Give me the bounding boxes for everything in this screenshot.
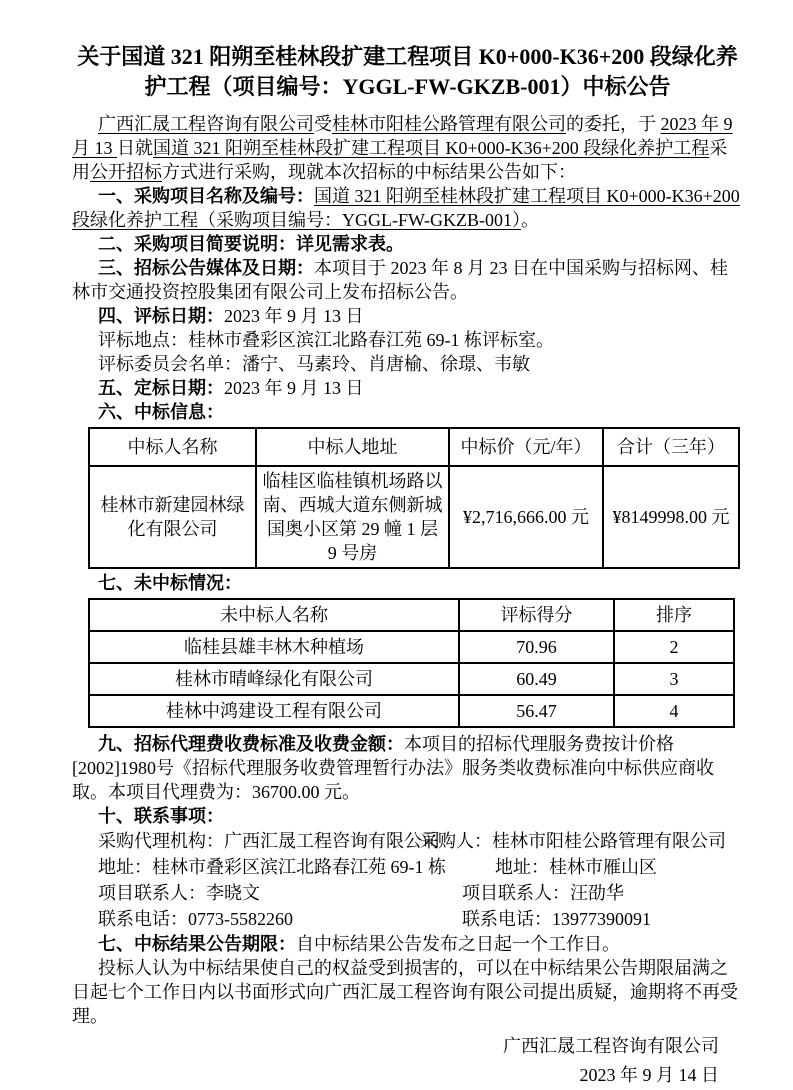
- section-5-label: 五、定标日期：: [98, 378, 224, 398]
- losing-bidder-name: 桂林市晴峰绿化有限公司: [89, 663, 459, 695]
- intro-paragraph: [72, 112, 743, 184]
- signature-block: [72, 1032, 719, 1090]
- contact-line-phones: [72, 906, 743, 932]
- section-3-media-date: [72, 256, 743, 304]
- losing-bidder-rank: 4: [614, 695, 734, 727]
- intro-method-underlined: 公开招标: [90, 162, 162, 182]
- section-10-label: 十、联系事项：: [98, 806, 224, 826]
- objection-paragraph: 投标人认为中标结果使自己的权益受到损害的，可以在中标结果公告期限届满之日起七个工作日内以书面形式向广西汇晟工程咨询有限公司提出质疑，逾期将不再受理。: [72, 958, 738, 1026]
- intro-purchaser-underlined: 桂林市阳桂公路管理有限公司: [332, 114, 566, 134]
- intro-text: 的委托，于: [566, 114, 661, 134]
- agency-contact-person: 项目联系人：李晓文: [98, 883, 260, 903]
- intro-date-underlined: 2023 年 9 月 13: [72, 114, 733, 158]
- losing-table-row: [89, 631, 734, 663]
- section-11-text: 自中标结果公告发布之日起一个工作日。: [296, 934, 620, 954]
- section-4-label: 四、评标日期：: [98, 306, 224, 326]
- losing-bidder-rank: 3: [614, 663, 734, 695]
- section-4-eval-committee: 评标委员会名单：潘宁、马素玲、肖唐榆、徐璟、韦敏: [98, 354, 530, 374]
- section-3-text: 本项目于 2023 年 8 月 23 日在中国采购与招标网、桂林市交通投资控股集团有限公司上发布招标公告。: [72, 258, 728, 302]
- section-2-summary: [72, 232, 743, 256]
- section-7-label: 七、未中标情况：: [98, 573, 242, 593]
- award-winner-name: 桂林市新建园林绿化有限公司: [89, 466, 256, 568]
- purchaser-phone: 联系电话：13977390091: [462, 909, 651, 929]
- section-9-label: 九、招标代理费收费标准及收费金额：: [98, 734, 404, 754]
- award-price: ¥2,716,666.00 元: [449, 466, 603, 568]
- signature-date: 2023 年 9 月 14 日: [579, 1065, 719, 1085]
- section-9-agency-fee: [72, 732, 743, 804]
- intro-text: 日就: [117, 138, 153, 158]
- section-7-losing-info: [72, 571, 743, 595]
- contact-line-addresses: [72, 854, 743, 880]
- losing-table-header-rank: 排序: [614, 599, 734, 631]
- section-2-text: 详见需求表。: [296, 234, 404, 254]
- award-table-header-winner-address: 中标人地址: [256, 428, 449, 466]
- section-4-date: 2023 年 9 月 13 日: [224, 306, 364, 326]
- intro-text: 方式进行采购，现就本次招标的中标结果公告如下：: [162, 162, 576, 182]
- purchaser-address: 地址：桂林市雁山区: [495, 857, 657, 877]
- signature-org: 广西汇晟工程咨询有限公司: [503, 1036, 719, 1056]
- losing-table-row: [89, 663, 734, 695]
- section-5-date: 2023 年 9 月 13 日: [224, 378, 364, 398]
- losing-bidder-name: 临桂县雄丰林木种植场: [89, 631, 459, 663]
- section-1-project-name: [72, 184, 743, 232]
- section-6-label: 六、中标信息：: [98, 402, 224, 422]
- purchaser-contact-person: 项目联系人：汪劭华: [462, 883, 624, 903]
- award-table-row: [89, 466, 739, 568]
- contact-line-persons: [72, 880, 743, 906]
- section-3-label: 三、招标公告媒体及日期：: [98, 258, 314, 278]
- losing-bidder-score: 56.47: [459, 695, 614, 727]
- losing-bidder-score: 70.96: [459, 631, 614, 663]
- losing-table-header-score: 评标得分: [459, 599, 614, 631]
- section-11-announcement-period: [72, 932, 743, 956]
- agency-address: 地址：桂林市叠彩区滨江北路春江苑 69-1 栋: [98, 857, 446, 877]
- losing-bidder-rank: 2: [614, 631, 734, 663]
- section-1-tail: 。: [520, 210, 539, 230]
- contact-line-agencies: [72, 828, 743, 854]
- purchaser: 采购人：桂林市阳桂公路管理有限公司: [420, 831, 726, 851]
- losing-bidder-name: 桂林中鸿建设工程有限公司: [89, 695, 459, 727]
- award-winner-address: 临桂区临桂镇机场路以南、西城大道东侧新城国奥小区第 29 幢 1 层 9 号房: [256, 466, 449, 568]
- section-4-eval-date: [72, 304, 743, 328]
- procurement-agency: 采购代理机构：广西汇晟工程咨询有限公司: [98, 831, 440, 851]
- award-table-header-price: 中标价（元/年）: [449, 428, 603, 466]
- award-table: [88, 427, 740, 569]
- intro-agency-underlined: 广西汇晟工程咨询有限公司: [98, 114, 314, 134]
- award-table-header-winner-name: 中标人名称: [89, 428, 256, 466]
- intro-project-underlined: 国道 321 阳朔至桂林段扩建工程项目 K0+000-K36+200 段绿化养护工程: [153, 138, 710, 158]
- section-9-text: 本项目的招标代理服务费按计价格[2002]1980号《招标代理服务收费管理暂行办法》服务类收费标准向中标供应商收取。本项目代理费为：36700.00 元。: [72, 734, 714, 802]
- award-table-header-total: 合计（三年）: [603, 428, 739, 466]
- losing-table-row: [89, 695, 734, 727]
- section-10-contact-matters: [72, 804, 743, 828]
- agency-phone: 联系电话：0773-5582260: [98, 909, 293, 929]
- losing-table-header-row: [89, 599, 734, 631]
- award-total: ¥8149998.00 元: [603, 466, 739, 568]
- section-5-award-date: [72, 376, 743, 400]
- losing-bidder-score: 60.49: [459, 663, 614, 695]
- section-6-award-info: [72, 400, 743, 424]
- losing-table-header-name: 未中标人名称: [89, 599, 459, 631]
- award-table-header-row: [89, 428, 739, 466]
- section-11-label: 七、中标结果公告期限：: [98, 934, 296, 954]
- intro-text: 受: [314, 114, 332, 134]
- losing-bidders-table: [88, 598, 735, 728]
- page-title: 关于国道 321 阳朔至桂林段扩建工程项目 K0+000-K36+200 段绿化养护工程（项目编号：YGGL-FW-GKZB-001）中标公告: [77, 44, 738, 99]
- intro-text: 采用: [72, 138, 728, 182]
- section-1-project-underlined: 国道 321 阳朔至桂林段扩建工程项目 K0+000-K36+200 段绿化养护工程（采购项目编号：YGGL-FW-GKZB-001）: [72, 186, 740, 230]
- section-4-eval-venue: 评标地点：桂林市叠彩区滨江北路春江苑 69-1 栋评标室。: [98, 330, 554, 350]
- section-2-label: 二、采购项目简要说明：: [98, 234, 296, 254]
- section-1-label: 一、采购项目名称及编号：: [98, 186, 314, 206]
